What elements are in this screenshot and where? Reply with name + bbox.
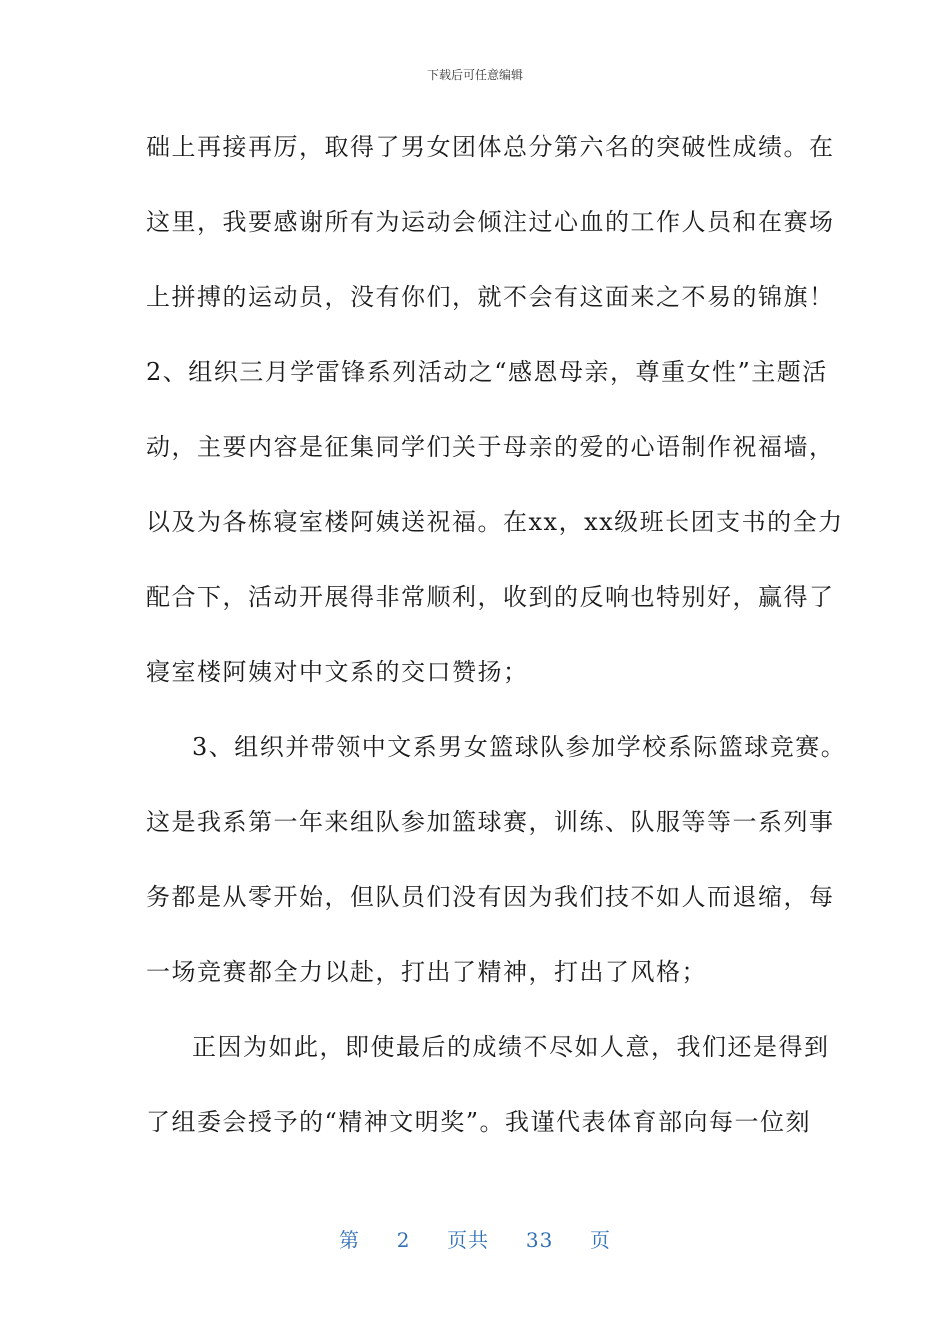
text-line: 动，主要内容是征集同学们关于母亲的爱的心语制作祝福墙，	[146, 433, 835, 461]
body-text	[146, 124, 847, 1174]
footer-prefix: 第	[338, 1228, 360, 1252]
text-line: 3、组织并带领中文系男女篮球队参加学校系际篮球竞赛。	[192, 733, 847, 761]
text-line: 2、组织三月学雷锋系列活动之“感恩母亲，尊重女性”主题活	[146, 358, 828, 386]
text-line: 寝室楼阿姨对中文系的交口赞扬；	[146, 658, 529, 686]
total-page-count: 33	[525, 1228, 554, 1252]
text-line: 配合下，活动开展得非常顺利，收到的反响也特别好，赢得了	[146, 583, 835, 611]
text-line: 正因为如此，即使最后的成绩不尽如人意，我们还是得到	[192, 1033, 830, 1061]
text-line: 这是我系第一年来组队参加篮球赛，训练、队服等等一系列事	[146, 808, 835, 836]
text-line: 以及为各栋寝室楼阿姨送祝福。在xx，xx级班长团支书的全力	[146, 508, 844, 536]
text-line: 了组委会授予的“精神文明奖”。我谨代表体育部向每一位刻	[146, 1108, 812, 1136]
text-line: 础上再接再厉，取得了男女团体总分第六名的突破性成绩。在	[146, 133, 835, 161]
text-line: 上拼搏的运动员，没有你们，就不会有这面来之不易的锦旗！	[146, 283, 835, 311]
footer-suffix: 页	[590, 1228, 612, 1252]
text-line: 务都是从零开始，但队员们没有因为我们技不如人而退缩，每	[146, 883, 835, 911]
text-line: 这里，我要感谢所有为运动会倾注过心血的工作人员和在赛场	[146, 208, 835, 236]
header-note: 下载后可任意编辑	[426, 68, 523, 82]
page-footer	[0, 1224, 950, 1253]
current-page-number: 2	[396, 1228, 411, 1252]
text-line: 一场竞赛都全力以赴，打出了精神，打出了风格；	[146, 958, 707, 986]
footer-middle: 页共	[447, 1228, 490, 1252]
